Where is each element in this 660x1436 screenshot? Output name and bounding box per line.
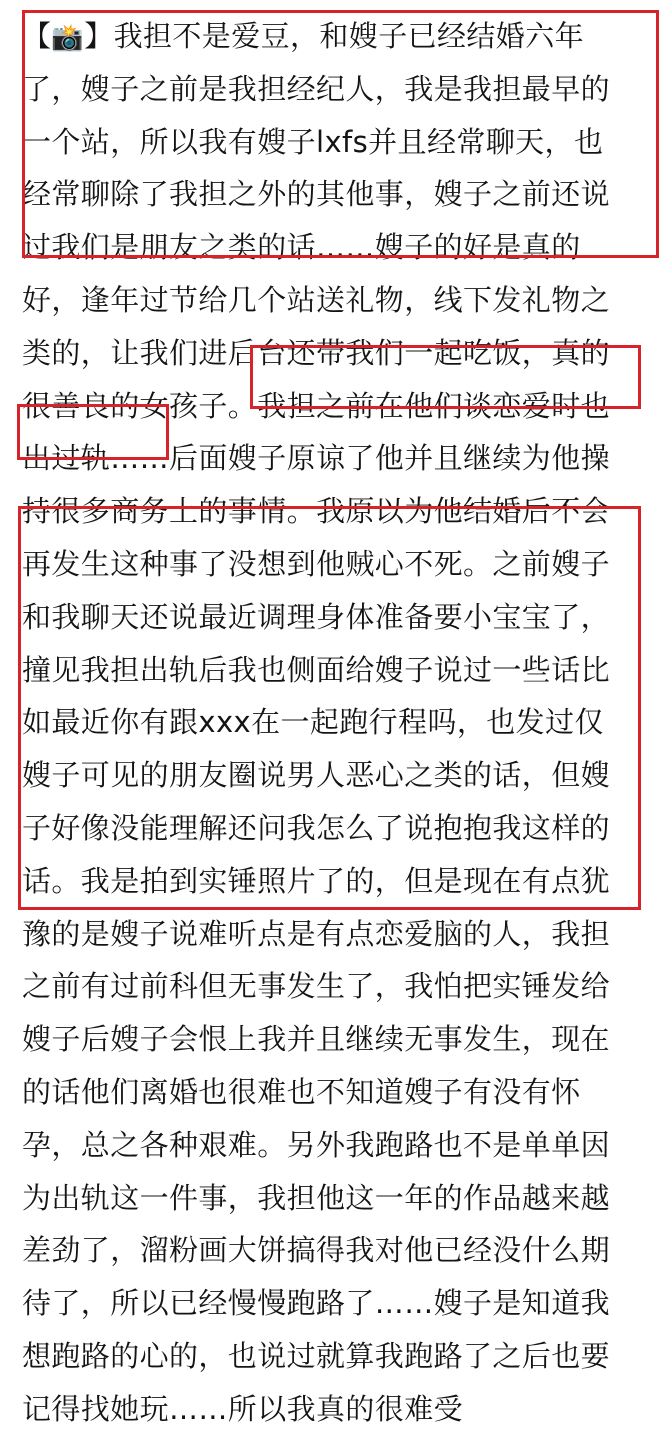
text-line-21: 的话他们离婚也很难也不知道嫂子有没有怀 xyxy=(22,1074,581,1109)
text-line-19: 之前有过前科但无事发生了，我怕把实锤发给 xyxy=(22,969,611,1004)
text-line-15: 嫂子可见的朋友圈说男人恶心之类的话，但嫂 xyxy=(22,758,611,793)
text-line-10: 持很多商务上的事情。我原以为他结婚后不会 xyxy=(22,494,611,529)
text-line-1 xyxy=(22,10,648,63)
text-line-24: 差劲了，溜粉画大饼搞得我对他已经没什么期 xyxy=(22,1233,611,1268)
text-line-9: 出过轨……后面嫂子原谅了他并且继续为他操 xyxy=(22,441,611,476)
text-line-2: 了，嫂子之前是我担经纪人，我是我担最早的 xyxy=(22,71,611,106)
text-line-18: 豫的是嫂子说难听点是有点恋爱脑的人，我担 xyxy=(22,916,611,951)
text-line-12: 和我聊天还说最近调理身体准备要小宝宝了， xyxy=(22,599,611,634)
bracket-open: 【 xyxy=(22,19,52,53)
text-line-26: 想跑路的心的，也说过就算我跑路了之后也要 xyxy=(22,1338,611,1373)
text-line-27: 记得找她玩……所以我真的很难受 xyxy=(22,1391,464,1426)
text-line-1-rest: 】我担不是爱豆，和嫂子已经结婚六年 xyxy=(84,19,584,53)
text-line-8: 很善良的女孩子。我担之前在他们谈恋爱时也 xyxy=(22,388,611,423)
text-line-14: 如最近你有跟xxx在一起跑行程吗，也发过仅 xyxy=(22,705,604,740)
post-body xyxy=(22,10,648,1436)
text-line-23: 为出轨这一件事，我担他这一年的作品越来越 xyxy=(22,1180,611,1215)
text-line-6: 好，逢年过节给几个站送礼物，线下发礼物之 xyxy=(22,282,611,317)
text-line-5: 过我们是朋友之类的话……嫂子的好是真的 xyxy=(22,230,581,265)
text-line-22: 孕，总之各种艰难。另外我跑路也不是单单因 xyxy=(22,1127,611,1162)
text-line-3: 一个站，所以我有嫂子lxfs并且经常聊天，也 xyxy=(22,124,604,159)
text-line-13: 撞见我担出轨后我也侧面给嫂子说过一些话比 xyxy=(22,652,611,687)
text-line-20: 嫂子后嫂子会恨上我并且继续无事发生，现在 xyxy=(22,1022,611,1057)
text-line-4: 经常聊除了我担之外的其他事，嫂子之前还说 xyxy=(22,177,611,212)
text-line-16: 子好像没能理解还问我怎么了说抱抱我这样的 xyxy=(22,810,611,845)
text-line-7: 类的，让我们进后台还带我们一起吃饭，真的 xyxy=(22,335,611,370)
text-line-11: 再发生这种事了没想到他贼心不死。之前嫂子 xyxy=(22,546,611,581)
camera-icon: 📸 xyxy=(51,23,85,53)
text-line-25: 待了，所以已经慢慢跑路了……嫂子是知道我 xyxy=(22,1286,611,1321)
text-line-17: 话。我是拍到实锤照片了的，但是现在有点犹 xyxy=(22,863,611,898)
